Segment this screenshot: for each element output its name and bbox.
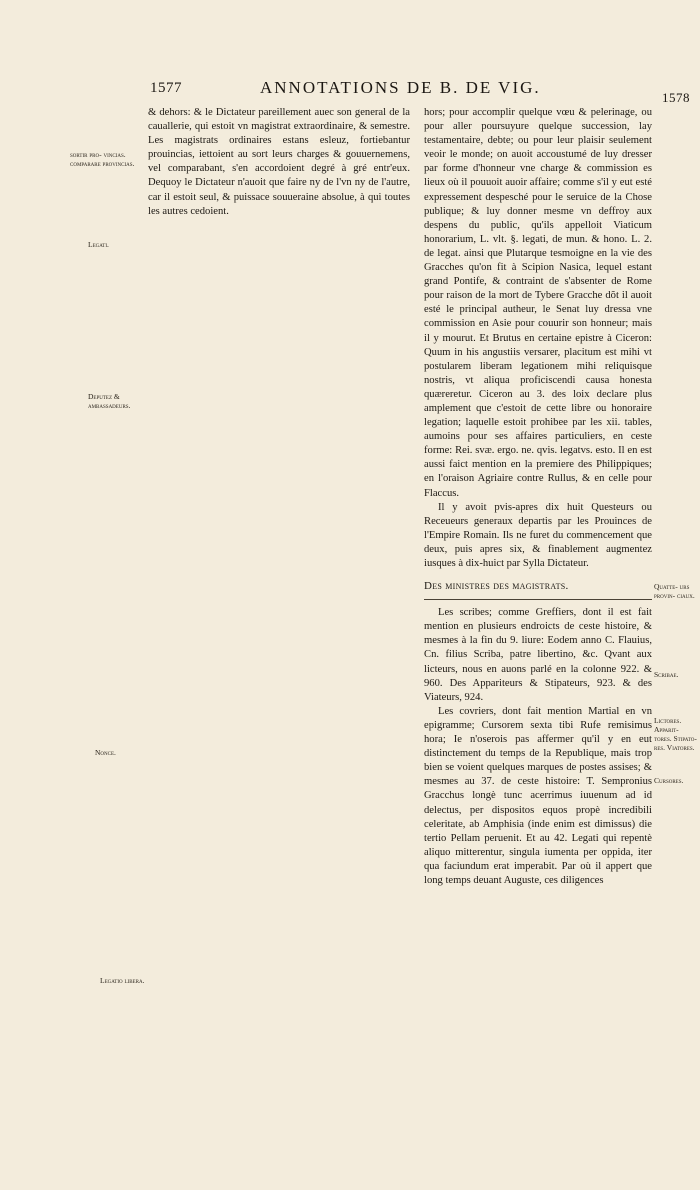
margin-note: Lictores. Apparit- tores. Stipato- res. Viatores. [654, 716, 697, 752]
margin-note: Cursores. [654, 776, 684, 785]
paragraph: Les covriers, dont fait mention Martial en vn epigramme; Cursorem sexta tibi Rufe remisimus hora; Ie n'oserois pas affermer qu'il y en eut distinctement du temps de la Republique, mais trop bien se voient quelques marques de postes assises; & mesmes au 37. de ceste histoire: T. Sempronius Gracchus longè tunc acerrimus iuuenum ad id delectus, per dispositos equos propè incredibili celeritate, ab Amphisia (inde enim est dimissus) die tertio Pellam peruenit. Et au 42. Legati qui repentè aliquo mitterentur, singula iumenta per oppida, iter qua faciundum erat imperabit. Par où il appert que long temps deuant Auguste, ces diligences [424, 705, 652, 886]
margin-note: Legati. [88, 240, 109, 249]
page-number-left: 1577 [150, 80, 182, 96]
right-column [424, 106, 652, 1101]
left-column [148, 106, 410, 1086]
margin-note: sortir pro- vincias. comparare provincias. [70, 150, 135, 168]
margin-note: Scribae. [654, 670, 679, 679]
page-header [150, 78, 690, 105]
margin-note: Quatte- urs provin- ciaux. [654, 582, 695, 600]
margin-note: Deputez & ambassadeurs. [88, 392, 131, 410]
paragraph: Les scribes; comme Greffiers, dont il est fait mention en plusieurs endroicts de ceste histoire, & mesmes à la fin du 9. liure: Eodem anno C. Flauius, Cn. filius Scriba, patre libertino, &c. Qvant aux licteurs, nous en auons parlé en la colonne 922. & 960. Des Appariteurs & Stipateurs, 923. & des Viateurs, 924. [424, 607, 652, 703]
paragraph: & dehors: & le Dictateur pareillement auec son general de la cauallerie, qui estoit vn magistrat extraordinaire, & semestre. Les magistrats ordinaires estans esleuz, fortiebantur prouincias, iettoient au sort leurs charges & gouuernemens, vel comparabant, s'en accordoient degré à gré entr'eux. Dequoy le Dictateur n'auoit que faire ny de l'vn ny de l'autre, car il estoit seul, & puissace souueraine absolue, à qui toutes les autres cedoient. [148, 107, 410, 217]
running-title: ANNOTATIONS DE B. DE VIG. [260, 78, 541, 97]
divider [424, 599, 652, 600]
margin-note: Legatio libera. [100, 976, 145, 985]
paragraph: Il y avoit pvis-apres dix huit Questeurs ou Receueurs generaux departis par les Prouinces de l'Empire Romain. Ils ne furet du commencement que deux, puis apres six, & finablement augmentez iusques à dix-huict par Sylla Dictateur. [424, 501, 652, 569]
page-number-right: 1578 [662, 90, 690, 105]
margin-note: Nonce. [95, 748, 116, 757]
paragraph: hors; pour accomplir quelque vœu & pelerinage, ou pour aller poursuyure quelque succession, lay testamentaire, debte; ou pour leur plaisir seulement veoir le monde; on auoit accoustumé de luy dresser par forme d'honneur vne charge & commission es lieux où il pouuoit auoir affaire; comme s'il y eut esté expressement despesché pour le seruice de la Chose publique; & luy donner mesme vn deffroy aux despens du public, qu'ils appelloit Viaticum honorarium, L. vlt. §. legati, de mun. & hono. L. 2. de legat. ainsi que Plutarque tesmoigne en la vie des Gracches qu'on fit à Scipion Nasica, lequel estant grand Pontife, & contraint de s'absenter de Rome pour raison de la mort de Tybere Gracche dõt il auoit esté le principal autheur, le Senat luy dressa vne commission en Asie pour couurir son honneur; mais il y mourut. Et Brutus en certaine epistre à Ciceron: Quum in his angustiis versarer, placitum est mihi vt postularem liberam legationem mihi reliquisque nostris, vt aliqua proficiscendi causa honesta quæreretur. Ciceron au 3. des loix declare plus amplement que c'estoit de cette libre ou honoraire legation; laquelle estoit prohibee par les xii. tables, aumoins pour ses affaires particuliers, en ceste forme: Rei. svæ. ergo. ne. qvis. legatvs. esto. Il en est aussi faict mention en la premiere des Philippiques; en l'oraison Agriaire contre Rullus, & en celle pour Flaccus. [424, 107, 652, 499]
section-heading: Des ministres des magistrats. [424, 580, 569, 593]
